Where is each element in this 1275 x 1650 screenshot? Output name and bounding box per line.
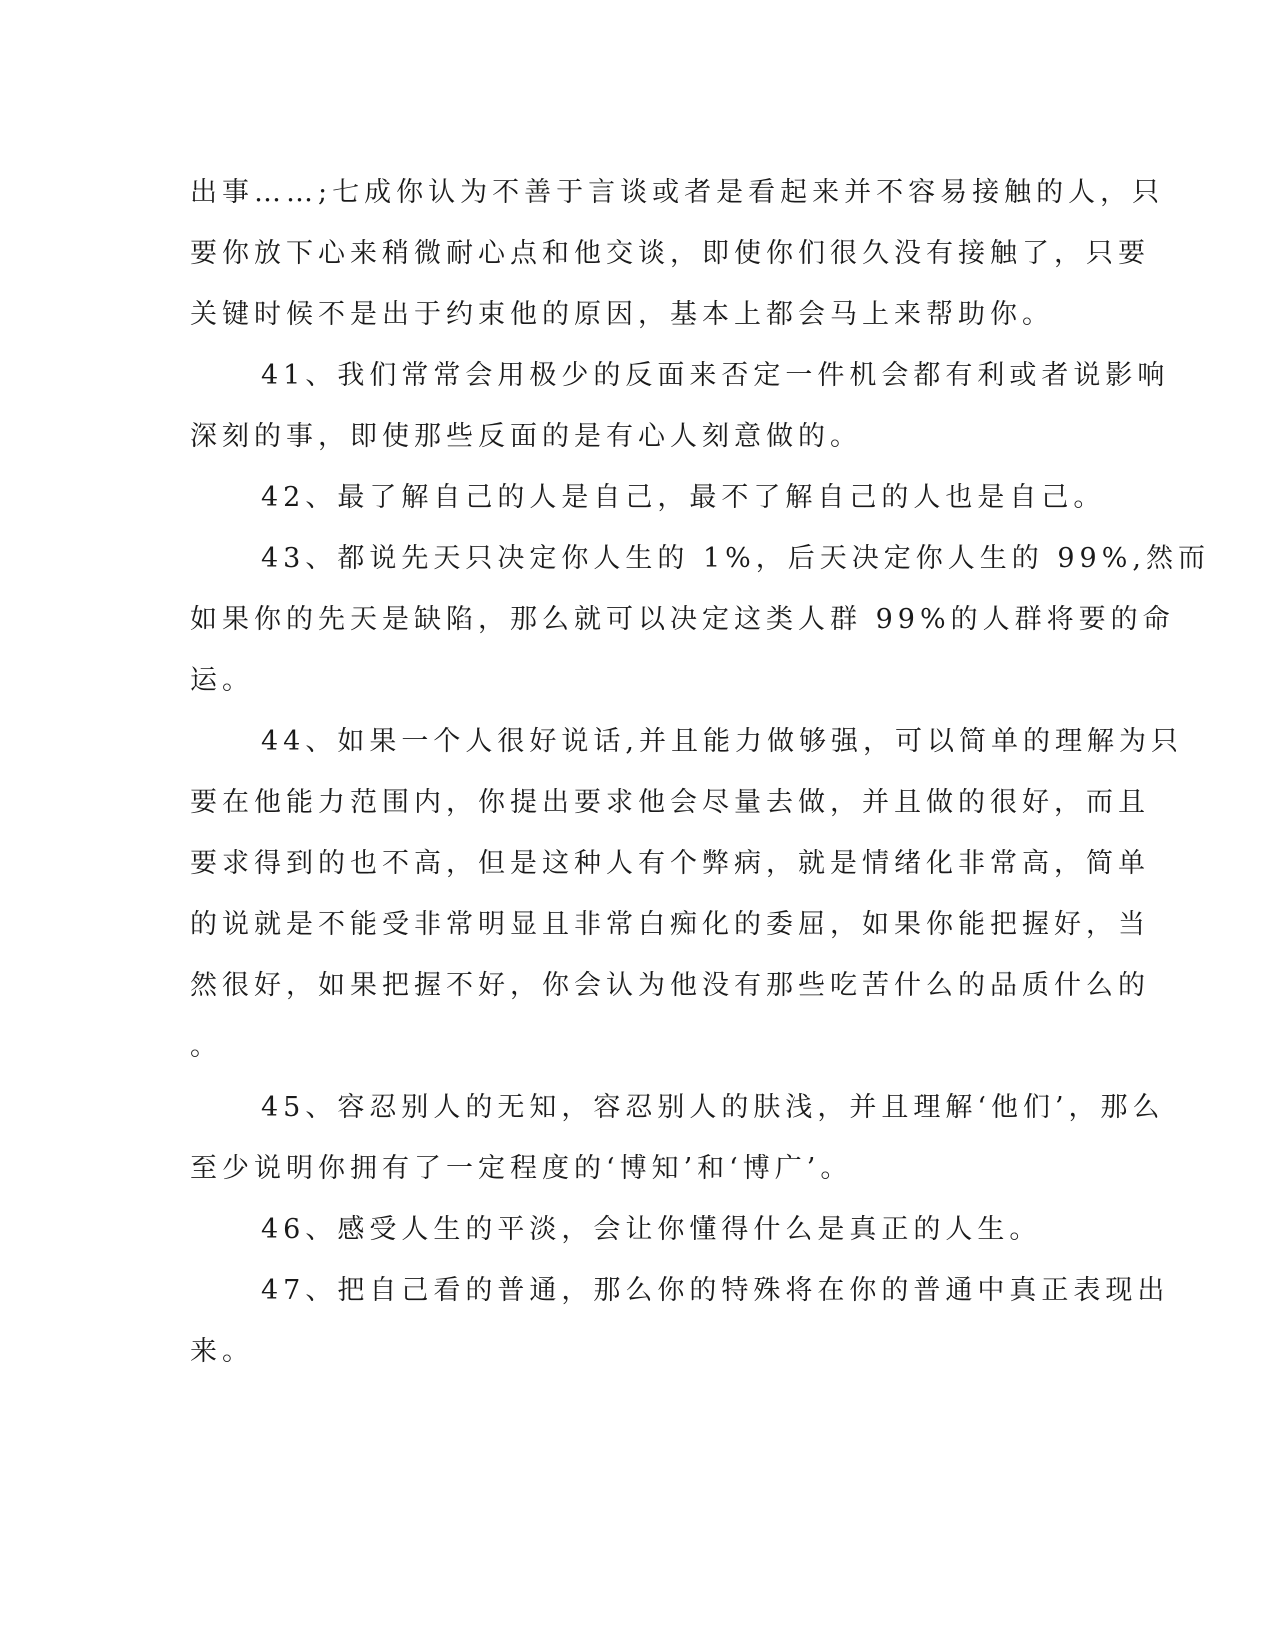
text-line: 。 [190,1031,222,1062]
text-line: 出事……;七成你认为不善于言谈或者是看起来并不容易接触的人，只 [190,177,1165,208]
text-line: 来。 [190,1336,254,1367]
text-line: 然很好，如果把握不好，你会认为他没有那些吃苦什么的品质什么的 [190,970,1150,1001]
text-line: 要你放下心来稍微耐心点和他交谈，即使你们很久没有接触了，只要 [190,238,1150,269]
item-42-line: 42、最了解自己的人是自己，最不了解自己的人也是自己。 [261,482,1106,513]
item-46-line: 46、感受人生的平淡，会让你懂得什么是真正的人生。 [261,1214,1042,1245]
body-text [190,162,1210,1382]
item-47-line: 47、把自己看的普通，那么你的特殊将在你的普通中真正表现出 [261,1275,1170,1306]
text-line: 的说就是不能受非常明显且非常白痴化的委屈，如果你能把握好，当 [190,909,1150,940]
item-45-line: 45、容忍别人的无知，容忍别人的肤浅，并且理解‘他们’，那么 [261,1092,1165,1123]
item-43-line: 43、都说先天只决定你人生的 1%，后天决定你人生的 99%,然而 [261,543,1210,574]
text-line: 深刻的事，即使那些反面的是有心人刻意做的。 [190,421,862,452]
text-line: 至少说明你拥有了一定程度的‘博知’和‘博广’。 [190,1153,853,1184]
text-line: 如果你的先天是缺陷，那么就可以决定这类人群 99%的人群将要的命 [190,604,1175,635]
text-line: 运。 [190,665,254,696]
text-line: 要在他能力范围内，你提出要求他会尽量去做，并且做的很好，而且 [190,787,1150,818]
item-41-line: 41、我们常常会用极少的反面来否定一件机会都有利或者说影响 [261,360,1170,391]
text-line: 要求得到的也不高，但是这种人有个弊病，就是情绪化非常高，简单 [190,848,1150,879]
text-line: 关键时候不是出于约束他的原因，基本上都会马上来帮助你。 [190,299,1054,330]
item-44-line: 44、如果一个人很好说话,并且能力做够强，可以简单的理解为只 [261,726,1183,757]
